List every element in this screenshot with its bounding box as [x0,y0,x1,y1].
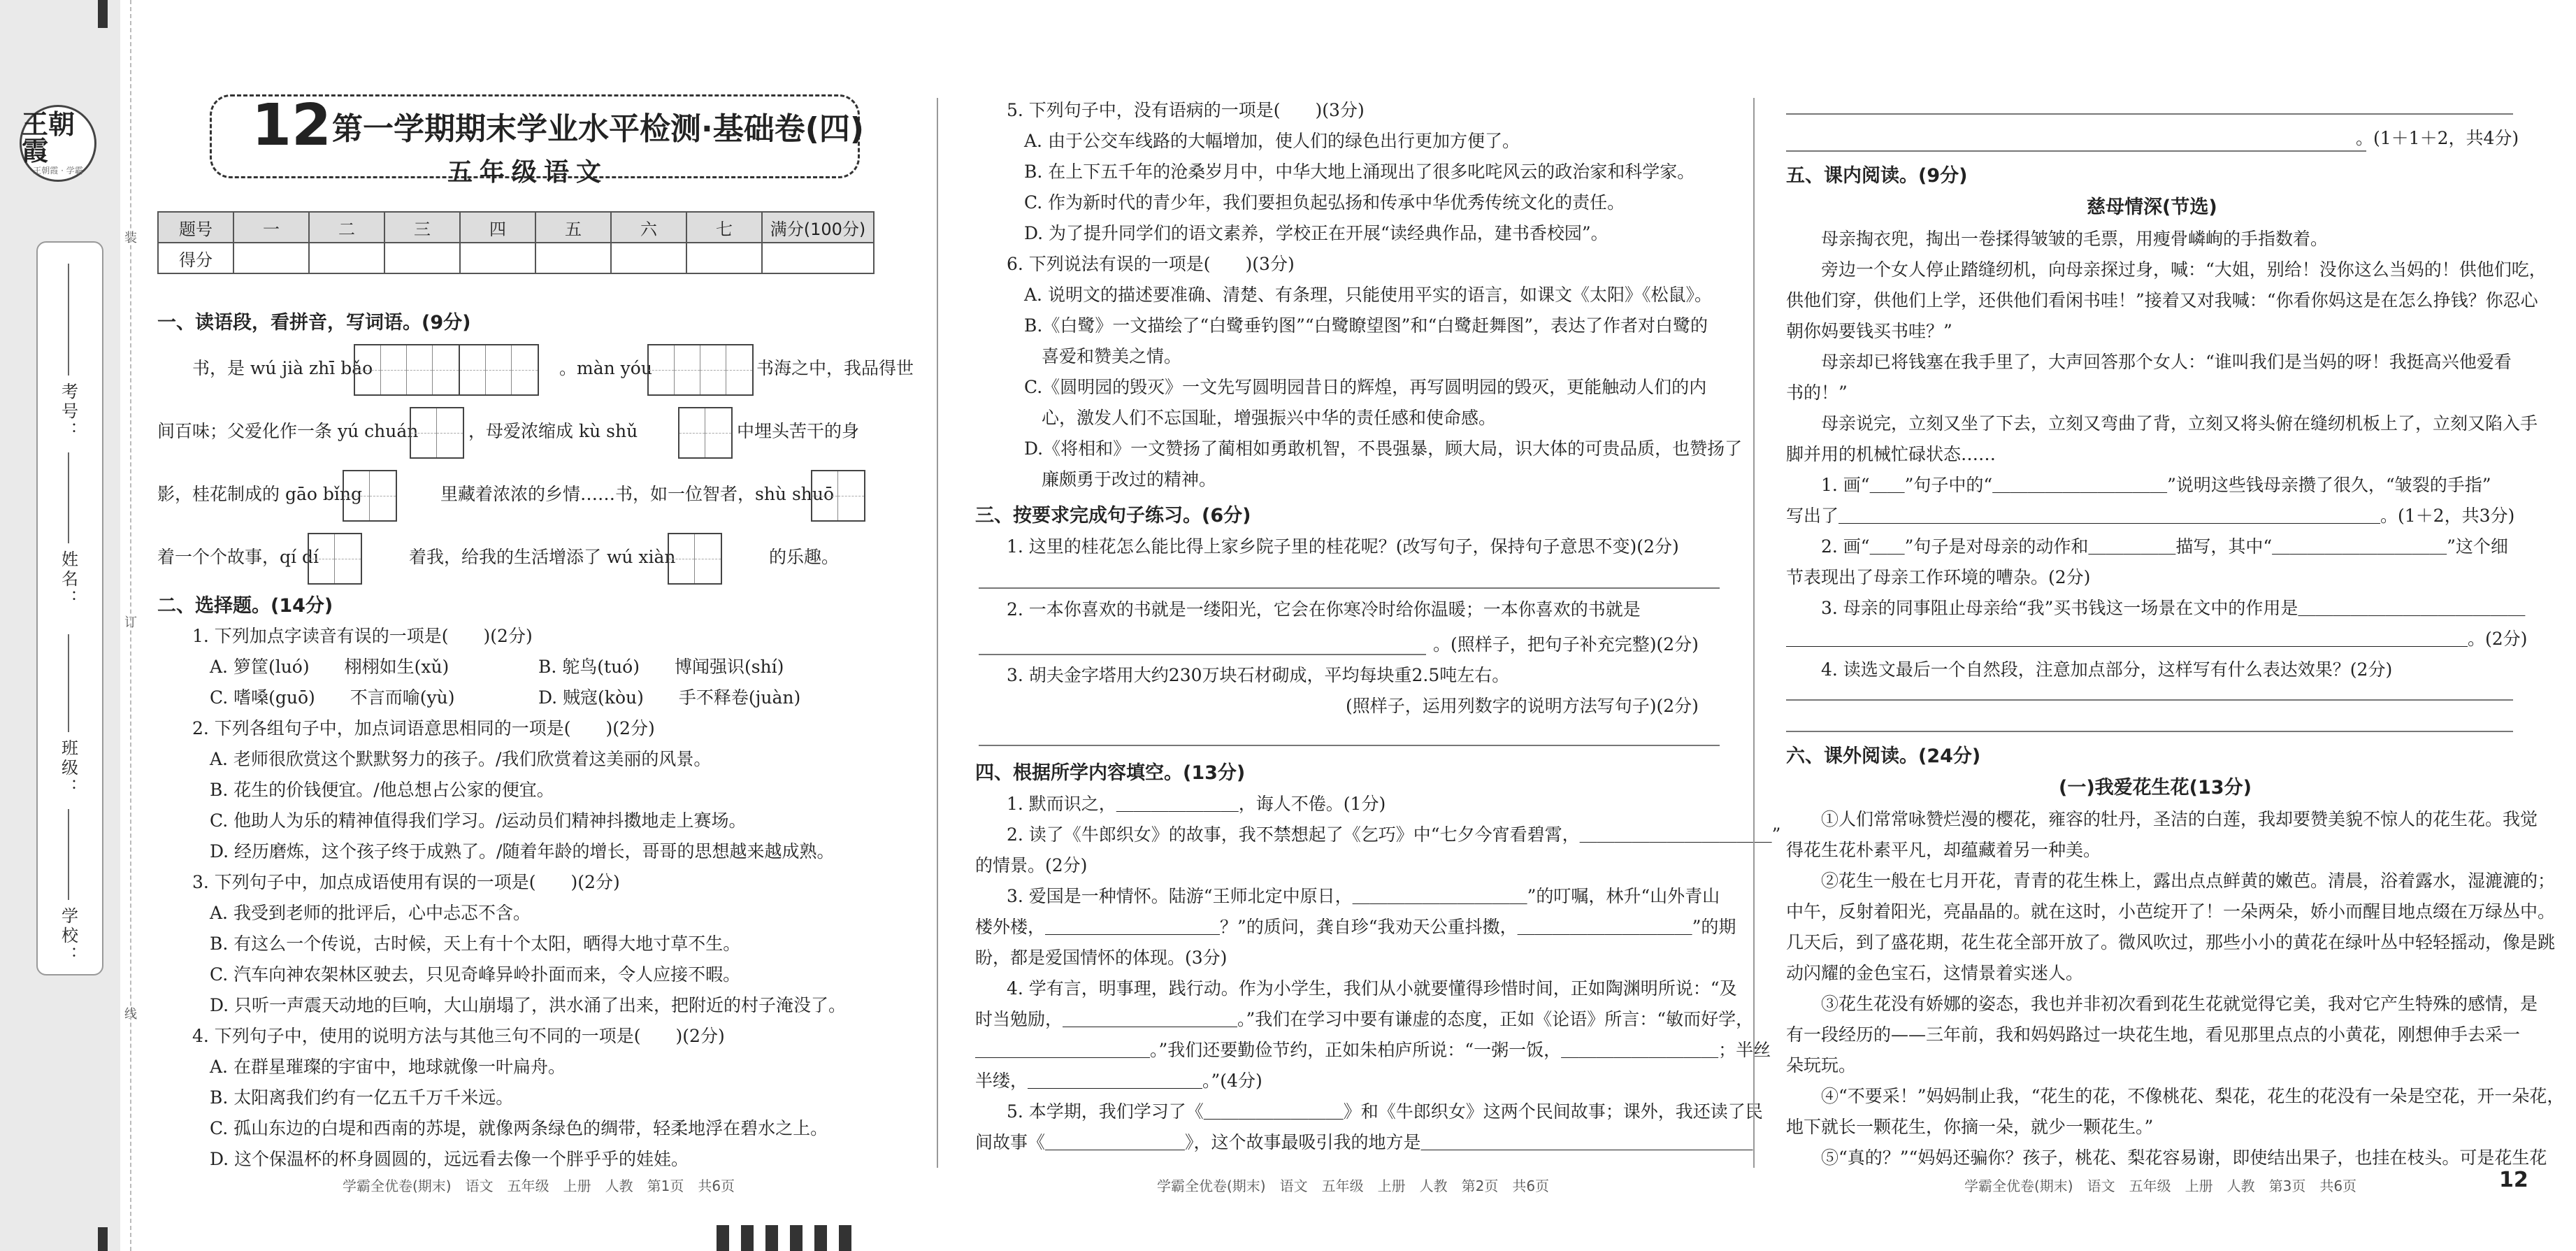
option-cont: 心，激发人们不忘国耻，增强振兴中华的责任感和使命感。 [1024,408,1497,428]
reading-question[interactable]: ＿＿＿＿＿＿＿＿＿＿＿＿＿＿＿＿＿＿＿＿＿＿＿＿＿＿＿＿＿＿＿＿＿＿＿＿＿＿＿。(2分) [1786,629,2528,649]
score-header-cell: 七 [686,212,762,243]
page-footer: 学霸全优卷(期末) 语文 五年级 上册 人教 第3页 共6页 [1964,1178,2357,1194]
instruction: (照样子，运用列数字的说明方法写句子)(2分) [1346,696,1699,716]
section-1-title: 一、读语段，看拼音，写词语。(9分) [157,312,471,334]
fill-line: 盼，都是爱国情怀的体现。(3分) [975,948,1228,968]
option[interactable]: D. 只听一声震天动地的巨响，大山崩塌了，洪水涌了出来，把附近的村子淹没了。 [210,995,847,1015]
writing-grid[interactable] [459,344,539,396]
reading-text: 供他们穿，供他们上学，还供他们看闲书哇！”接着又对我喊：“你看你妈这是在怎么挣钱？你忍心 [1786,290,2538,310]
option[interactable]: A. 由于公交车线路的大幅增加，使人们的绿色出行更加方便了。 [1024,131,1520,151]
reading-text: 书的！” [1786,383,1848,403]
score-header-cell: 题号 [158,212,233,243]
option[interactable]: D. 为了提升同学们的语文素养，学校正在开展“读经典作品，建书香校园”。 [1024,223,1609,243]
option[interactable]: C.《圆明园的毁灭》一文先写圆明园昔日的辉煌，再写圆明园的毁灭，更能触动人们的内 [1024,377,1707,397]
answer-line[interactable] [1786,150,2366,152]
class-field[interactable]: 班级： [48,634,89,798]
score-cell[interactable] [384,243,460,273]
passage-text: 书，是 wú jià zhī bǎo [192,358,373,378]
reading-question[interactable]: 写出了＿＿＿＿＿＿＿＿＿＿＿＿＿＿＿＿＿＿＿＿＿＿＿＿＿＿＿＿＿＿＿。(1＋2，共3分) [1786,506,2515,526]
score-cell[interactable] [535,243,611,273]
instruction: 。(照样子，把句子补充完整)(2分) [1433,634,1699,655]
page-badge: 12 [2499,1168,2528,1192]
reading-question[interactable]: 3. 母亲的同事阻止母亲给“我”买书钱这一场景在文中的作用是＿＿＿＿＿＿＿＿＿＿＿＿＿ [1821,598,2526,618]
option[interactable]: B. 鸵鸟(tuó) 博闻强识(shí) [538,657,784,677]
answer-line[interactable] [1786,699,2513,701]
score-cell[interactable] [686,243,762,273]
publisher-logo [20,105,96,182]
page-footer: 学霸全优卷(期末) 语文 五年级 上册 人教 第2页 共6页 [1157,1178,1550,1194]
student-info-box [36,241,103,975]
question: 1. 下列加点字读音有误的一项是( )(2分) [192,626,533,646]
option[interactable]: D. 这个保温杯的杯身圆圆的，远远看去像一个胖乎乎的娃娃。 [210,1149,689,1169]
question: 3. 胡夫金字塔用大约230万块石材砌成，平均每块重2.5吨左右。 [1007,665,1510,685]
answer-line[interactable] [1786,731,2513,732]
reading-question: 4. 读选文最后一个自然段，注意加点部分，这样写有什么表达效果？(2分) [1821,659,2393,680]
question: 2. 一本你喜欢的书就是一缕阳光，它会在你寒冷时给你温暖；一本你喜欢的书就是 [1007,599,1641,620]
score-header-cell: 满分(100分) [762,212,874,243]
passage-text: 着我，给我的生活增添了 wú xiàn [409,547,676,567]
writing-grid[interactable] [811,470,865,522]
logo-sub: 王朝霞 · 学霸 [33,165,83,176]
reading-text: 有一段经历的——三年前，我和妈妈路过一块花生地，看见那里点点的小黄花，刚想伸手去采一 [1786,1024,2521,1045]
passage-text: 间百味；父爱化作一条 yú chuán [157,421,419,441]
reading-text: 得花生花朴素平凡，却蕴藏着另一种美。 [1786,840,2101,860]
passage-text: 的乐趣。 [769,547,840,567]
question: 2. 下列各组句子中，加点词语意思相同的一项是( )(2分) [192,718,655,738]
option[interactable]: B. 在上下五千年的沧桑岁月中，中华大地上涌现出了很多叱咤风云的政治家和科学家。 [1024,162,1695,182]
fill-line: 的情景。(2分) [975,855,1088,875]
paper-title: 第一学期期末学业水平检测·基础卷(四) [332,111,864,147]
cut-line [130,0,131,1251]
fill-line[interactable]: 半缕，＿＿＿＿＿＿＿＿＿＿。”(4分) [975,1071,1262,1091]
paper-number: 12 [252,92,332,159]
fill-line: 4. 学有言，明事理，践行动。作为小学生，我们从小就要懂得珍惜时间，正如陶渊明所说：“及 [1007,978,1737,999]
answer-line[interactable] [1786,113,2513,115]
fill-line[interactable]: 1. 默而识之，＿＿＿＿＿＿＿，诲人不倦。(1分) [1007,794,1386,814]
score-cell[interactable] [309,243,384,273]
score-header-cell: 三 [384,212,460,243]
writing-grid[interactable] [308,533,362,585]
section-4-title: 四、根据所学内容填空。(13分) [975,762,1246,784]
fill-line[interactable]: 时当勉励，＿＿＿＿＿＿＿＿＿＿。”我们在学习中要有谦虚的态度，正如《论语》所言：“敏而好学， [975,1009,1754,1029]
answer-line[interactable] [979,745,1720,746]
question: 4. 下列句子中，使用的说明方法与其他三句不同的一项是( )(2分) [192,1026,725,1046]
column-divider [1753,98,1755,1168]
reading-text: 动闪耀的金色宝石，这情景着实迷人。 [1786,963,2084,983]
option-cont: 廉颇勇于改过的精神。 [1024,469,1217,489]
writing-grid[interactable] [678,407,733,459]
option[interactable]: D.《将相和》一文赞扬了蔺相如勇敢机智，不畏强暴，顾大局，识大体的可贵品质，也赞扬了 [1024,438,1743,459]
reading-text: ⑤“真的？”“妈妈还骗你？孩子，桃花、梨花容易谢，即使结出果子，也挂在枝头。可是花生花 [1821,1148,2547,1168]
answer-line[interactable] [979,654,1426,655]
reading-text: ①人们常常咏赞烂漫的樱花，雍容的牡丹，圣洁的白莲，我却要赞美貌不惊人的花生花。我觉 [1821,809,2538,829]
question: 1. 这里的桂花怎么能比得上家乡院子里的桂花呢？(改写句子，保持句子意思不变)(2分) [1007,536,1679,557]
writing-grid[interactable] [647,344,754,396]
score-table [157,211,875,274]
fill-line[interactable]: 间故事《＿＿＿＿＿＿＿＿》，这个故事最吸引我的地方是＿＿＿＿＿＿＿＿＿＿＿＿＿＿＿＿＿＿＿ [975,1132,1753,1152]
score-cell[interactable] [762,243,874,273]
reading-heading: (一)我爱花生花(13分) [2059,777,2252,799]
passage-text: 影，桂花制成的 gāo bǐng [157,484,362,504]
registration-bar [717,1225,729,1251]
reading-text: ②花生一般在七月开花，青青的花生株上，露出点点鲜黄的嫩芭。清晨，浴着露水，湿漉漉的； [1821,871,2556,891]
passage-text: 着一个个故事，qí dí [157,547,319,567]
reading-heading: 慈母情深(节选) [2087,196,2217,218]
option[interactable]: D. 经历磨炼，这个孩子终于成熟了。/随着年龄的增长，哥哥的思想越来越成熟。 [210,841,835,862]
writing-grid[interactable] [668,533,722,585]
registration-bar [741,1225,754,1251]
option[interactable]: C. 他助人为乐的精神值得我们学习。/运动员们精神抖擞地走上赛场。 [210,810,747,831]
fill-line[interactable]: 3. 爱国是一种情怀。陆游“王师北定中原日，＿＿＿＿＿＿＿＿＿＿”的叮嘱，林升“山外青山 [1007,886,1720,906]
logo-text: 王朝霞 [22,108,75,166]
score-header-cell: 四 [460,212,535,243]
option[interactable]: C. 孤山东边的白堤和西南的苏堤，就像两条绿色的绸带，轻柔地浮在碧水之上。 [210,1118,828,1138]
score-note: 。(1＋1＋2，共4分) [2356,128,2519,148]
option[interactable]: B.《白鹭》一文描绘了“白鹭垂钓图”“白鹭瞭望图”和“白鹭赶舞图”，表达了作者对白鹭的 [1024,315,1708,336]
option[interactable]: B. 太阳离我们约有一亿五千万千米远。 [210,1087,514,1108]
page-footer: 学霸全优卷(期末) 语文 五年级 上册 人教 第1页 共6页 [343,1178,735,1194]
barcode-mark [98,0,108,28]
reading-text: 几天后，到了盛花期，花生花全部开放了。微风吹过，那些小小的黄花在绿叶丛中轻轻摇动，像是跳 [1786,932,2556,952]
option[interactable]: B. 花生的价钱便宜。/他总想占公家的便宜。 [210,780,554,800]
reading-text: 母亲掏衣兜，掏出一卷揉得皱皱的毛票，用瘦骨嶙峋的手指数着。 [1821,229,2329,249]
fill-line[interactable]: 楼外楼，＿＿＿＿＿＿＿＿＿＿？”的质问，龚自珍“我劝天公重抖擞，＿＿＿＿＿＿＿＿＿＿”的期 [975,917,1736,937]
passage-text: 中埋头苦干的身 [737,421,860,441]
reading-text: 中午，反射着阳光，亮晶晶的。就在这时，小芭绽开了！一朵两朵，娇小而醒目地点缀在万绿丛中。 [1786,901,2556,922]
seam-mark: 订 [122,615,137,628]
registration-bar [839,1225,851,1251]
score-cell[interactable] [233,243,309,273]
passage-text: 里藏着浓浓的乡情……书，如一位智者，shù shuō [440,484,835,504]
reading-text: 脚并用的机械忙碌状态…… [1786,444,1996,464]
fill-line[interactable]: ＿＿＿＿＿＿＿＿＿＿。”我们还要勤俭节约，正如朱柏庐所说：“一粥一饭，＿＿＿＿＿＿＿＿＿；半丝 [975,1040,1771,1060]
fill-line[interactable]: 5. 本学期，我们学习了《＿＿＿＿＿＿＿＿》和《牛郎织女》这两个民间故事；课外，我还读了民 [1007,1101,1763,1122]
reading-question[interactable]: 2. 画“＿＿”句子是对母亲的动作和＿＿＿＿＿描写，其中“＿＿＿＿＿＿＿＿＿＿”这个细 [1821,536,2508,557]
barcode-mark [98,1227,108,1251]
option[interactable]: C. 作为新时代的青少年，我们要担负起弘扬和传承中华优秀传统文化的责任。 [1024,192,1625,213]
reading-text: 朝你妈要钱买书哇？” [1786,321,1952,341]
name-field[interactable]: 姓名： [48,452,89,609]
passage-text: 书海之中，我品得世 [756,358,914,378]
seam-mark: 装 [122,231,137,243]
school-field[interactable]: 学校： [48,809,89,966]
writing-grid[interactable] [343,470,397,522]
section-6-title: 六、课外阅读。(24分) [1786,745,1981,767]
score-row-label: 得分 [158,243,233,273]
score-header-cell: 六 [611,212,686,243]
section-2-title: 二、选择题。(14分) [157,595,333,617]
reading-text: 地下就长一颗花生，你摘一朵，就少一颗花生。” [1786,1117,2154,1137]
writing-grid[interactable] [354,344,460,396]
option[interactable]: D. 贼寇(kòu) 手不释卷(juàn) [538,687,801,708]
option[interactable]: A. 在群星璀璨的宇宙中，地球就像一叶扁舟。 [210,1057,566,1077]
score-cell[interactable] [460,243,535,273]
passage-text: 。màn yóu [559,358,652,378]
option[interactable]: A. 老师很欣赏这个默默努力的孩子。/我们欣赏着这美丽的风景。 [210,749,712,769]
reading-text: 母亲说完，立刻又坐了下去，立刻又弯曲了背，立刻又将头俯在缝纫机板上了，立刻又陷入手 [1821,413,2538,434]
question: 6. 下列说法有误的一项是( )(3分) [1007,254,1295,274]
registration-bar [790,1225,803,1251]
reading-text: 朵玩玩。 [1786,1055,1857,1075]
reading-text: 母亲却已将钱塞在我手里了，大声回答那个女人：“谁叫我们是当妈的呀！我挺高兴他爱看 [1821,352,2512,372]
option[interactable]: A. 箩筐(luó) 栩栩如生(xǔ) [210,657,449,677]
reading-question: 节表现出了母亲工作环境的嘈杂。(2分) [1786,567,2091,587]
question: 3. 下列句子中，加点成语使用有误的一项是( )(2分) [192,872,620,892]
exam-number-field[interactable]: 考号： [48,264,89,441]
option[interactable]: A. 说明文的描述要准确、清楚、有条理，只能使用平实的语言，如课文《太阳》《松鼠》。 [1024,285,1712,305]
score-header-cell: 五 [535,212,611,243]
column-divider [937,98,938,1168]
score-header-cell: 一 [233,212,309,243]
option[interactable]: C. 嗜嗓(guō) 不言而喻(yù) [210,687,455,708]
fill-line[interactable]: 2. 读了《牛郎织女》的故事，我不禁想起了《乞巧》中“七夕今宵看碧霄，＿＿＿＿＿＿＿＿＿＿＿” [1007,824,1781,845]
option[interactable]: B. 有这么一个传说，古时候，天上有十个太阳，晒得大地寸草不生。 [210,934,741,954]
paper-subtitle: 五年级语文 [447,158,609,187]
section-5-title: 五、课内阅读。(9分) [1786,165,1968,187]
writing-grid[interactable] [410,407,464,459]
reading-question[interactable]: 1. 画“＿＿”句子中的“＿＿＿＿＿＿＿＿＿＿”说明这些钱母亲攒了很久，“皱裂的手指” [1821,475,2491,495]
reading-text: ③花生花没有娇娜的姿态，我也并非初次看到花生花就觉得它美，我对它产生特殊的感情，是 [1821,994,2538,1014]
seam-mark: 线 [122,1007,137,1020]
option-cont: 喜爱和赞美之情。 [1024,346,1182,366]
reading-text: ④“不要采！”妈妈制止我，“花生的花，不像桃花、梨花，花生的花没有一朵是空花，开一朵花， [1821,1086,2565,1106]
score-header-cell: 二 [309,212,384,243]
registration-bar [814,1225,827,1251]
score-cell[interactable] [611,243,686,273]
reading-text: 旁边一个女人停止踏缝纫机，向母亲探过身，喊：“大姐，别给！没你这么当妈的！供他们吃， [1821,259,2547,280]
question: 5. 下列句子中，没有语病的一项是( )(3分) [1007,100,1365,120]
answer-line[interactable] [979,587,1720,589]
option[interactable]: C. 汽车向神农架林区驶去，只见奇峰异岭扑面而来，令人应接不暇。 [210,964,741,985]
section-3-title: 三、按要求完成句子练习。(6分) [975,505,1251,527]
option[interactable]: A. 我受到老师的批评后，心中忐忑不含。 [210,903,531,923]
registration-bar [765,1225,778,1251]
passage-text: ，母爱浓缩成 kù shǔ [468,421,638,441]
